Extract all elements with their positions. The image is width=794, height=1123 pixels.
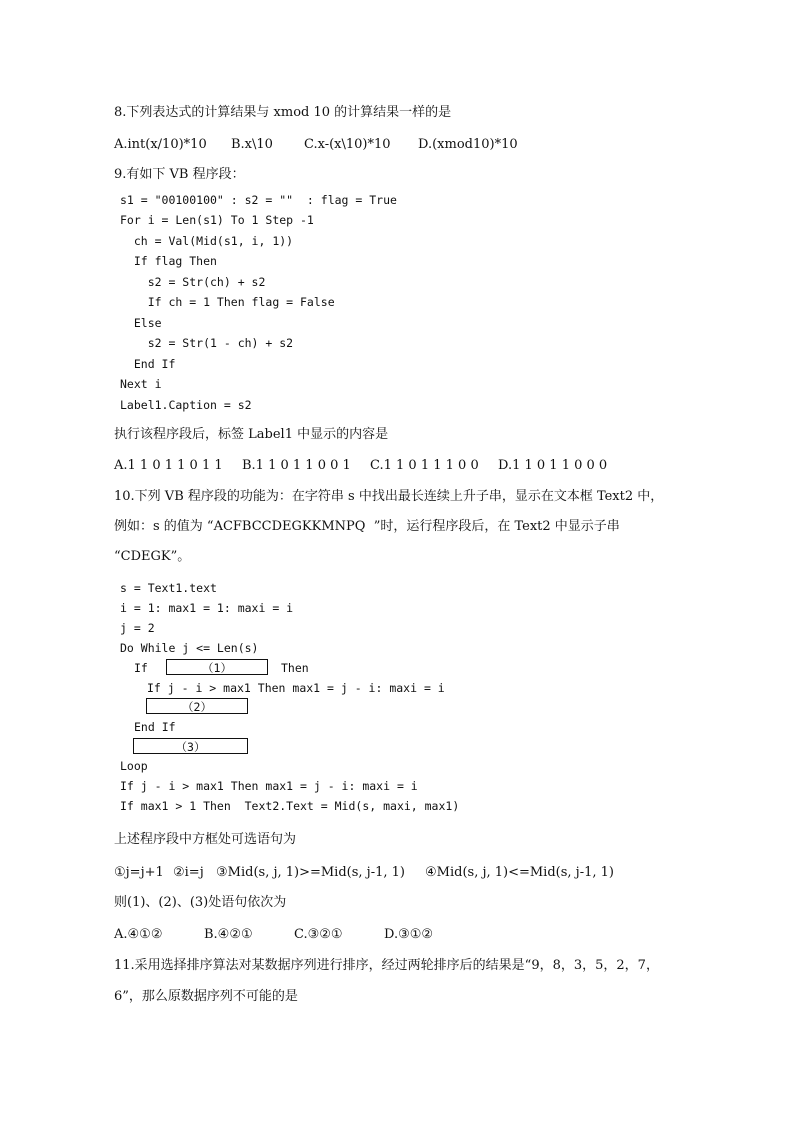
q10-code-line: Loop: [120, 759, 148, 773]
q9-code-line: Label1.Caption = s2: [120, 398, 252, 412]
blank-box-1: （1）: [166, 659, 268, 675]
q10-choice-2: ②i=j: [173, 865, 204, 880]
q9-code-line: Else: [120, 316, 162, 330]
q10-code-then: Then: [281, 661, 309, 675]
q9-code-line: If ch = 1 Then flag = False: [120, 295, 335, 309]
q10-hint: 上述程序段中方框处可选语句为: [114, 832, 297, 847]
q10-stem-line1: 10.下列 VB 程序段的功能为：在字符串 s 中找出最长连续上升子串，显示在文本框 Text2 中，: [114, 489, 664, 504]
q10-option-a: A.④①②: [114, 927, 163, 942]
q10-choice-4: ④Mid(s, j, 1)<=Mid(s, j-1, 1): [425, 865, 614, 880]
q10-choice-1: ①j=j+1: [114, 865, 164, 880]
q9-code-line: s1 = "00100100" : s2 = "" : flag = True: [120, 193, 397, 207]
q9-option-a: A.1 1 0 1 1 0 1 1: [114, 458, 223, 473]
q10-code-line: If j - i > max1 Then max1 = j - i: maxi = i: [147, 681, 445, 695]
q9-after: 执行该程序段后，标签 Label1 中显示的内容是: [114, 427, 389, 442]
q10-code-line: i = 1: max1 = 1: maxi = i: [120, 601, 294, 615]
q9-option-b: B.1 1 0 1 1 0 0 1: [242, 458, 351, 473]
q10-code-line: If j - i > max1 Then max1 = j - i: maxi = i: [120, 779, 418, 793]
q10-code-line: End If: [134, 720, 176, 734]
q9-code-line: ch = Val(Mid(s1, i, 1)): [120, 234, 294, 248]
q9-option-d: D.1 1 0 1 1 0 0 0: [498, 458, 608, 473]
blank-box-3: （3）: [133, 738, 248, 754]
q10-option-d: D.③①②: [384, 927, 434, 942]
q9-code-line: If flag Then: [120, 254, 217, 268]
q9-code-line: s2 = Str(ch) + s2: [120, 275, 266, 289]
blank-box-2: （2）: [146, 698, 248, 714]
q10-stem-line3: “CDEGK”。: [114, 549, 191, 564]
q10-code-line: If max1 > 1 Then Text2.Text = Mid(s, maxi, max1): [120, 799, 460, 813]
q11-line1: 11.采用选择排序算法对某数据序列进行排序，经过两轮排序后的结果是“9，8，3，5，2，7，: [114, 958, 659, 973]
q10-code-line: s = Text1.text: [120, 581, 217, 595]
q10-order-question: 则(1)、(2)、(3)处语句依次为: [114, 895, 287, 910]
q9-code-line: s2 = Str(1 - ch) + s2: [120, 336, 294, 350]
q10-choice-3: ③Mid(s, j, 1)>=Mid(s, j-1, 1): [216, 865, 405, 880]
q9-stem: 9.有如下 VB 程序段：: [114, 167, 245, 182]
q10-code-if: If: [134, 661, 148, 675]
q9-code-line: Next i: [120, 377, 162, 391]
q10-option-b: B.④②①: [204, 927, 253, 942]
q10-option-c: C.③②①: [294, 927, 343, 942]
q8-option-a: A.int(x/10)*10: [114, 137, 207, 152]
q9-code-line: End If: [120, 357, 176, 371]
q8-stem: 8.下列表达式的计算结果与 xmod 10 的计算结果一样的是: [114, 105, 452, 120]
q10-code-line: j = 2: [120, 621, 155, 635]
q8-option-c: C.x-(x\10)*10: [304, 137, 391, 152]
q9-code-line: For i = Len(s1) To 1 Step -1: [120, 213, 314, 227]
q8-option-d: D.(xmod10)*10: [418, 137, 518, 152]
q10-code-line: Do While j <= Len(s): [120, 641, 259, 655]
q9-option-c: C.1 1 0 1 1 1 0 0: [370, 458, 479, 473]
q11-line2: 6”，那么原数据序列不可能的是: [114, 989, 298, 1004]
q8-option-b: B.x\10: [231, 137, 273, 152]
q10-stem-line2: 例如：s 的值为 “ACFBCCDEGKKMNPQ ”时，运行程序段后，在 Text2 中显示子串: [114, 519, 620, 534]
